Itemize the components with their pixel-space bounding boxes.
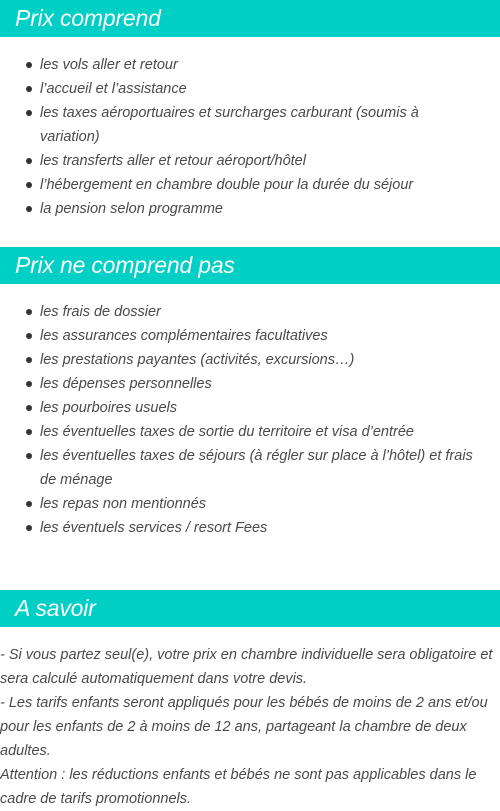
list-item: l’hébergement en chambre double pour la durée du séjour <box>0 173 500 197</box>
list-item: l’accueil et l’assistance <box>0 77 500 101</box>
list-item: les éventuelles taxes de sortie du territoire et visa d’entrée <box>0 420 500 444</box>
list-item: les prestations payantes (activités, excursions…) <box>0 348 500 372</box>
list-item: les transferts aller et retour aéroport/hôtel <box>0 149 500 173</box>
list-item: les dépenses personnelles <box>0 372 500 396</box>
section-title-excluded: Prix ne comprend pas <box>0 247 500 284</box>
info-line: - Si vous partez seul(e), votre prix en chambre individuelle sera obligatoire et sera calculé automatiquement dans votre devis. <box>0 647 493 687</box>
list-item: les taxes aéroportuaires et surcharges carburant (soumis à variation) <box>0 101 500 149</box>
list-item: les éventuels services / resort Fees <box>0 516 500 540</box>
list-item: les pourboires usuels <box>0 396 500 420</box>
excluded-list <box>0 300 500 540</box>
list-item: les repas non mentionnés <box>0 492 500 516</box>
included-list <box>0 53 500 221</box>
list-item: les assurances complémentaires facultatives <box>0 324 500 348</box>
info-line: - Les tarifs enfants seront appliqués pour les bébés de moins de 2 ans et/ou pour les enfants de 2 à moins de 12 ans, partageant la chambre de deux adultes. <box>0 695 488 759</box>
info-text <box>0 643 500 811</box>
list-item: les vols aller et retour <box>0 53 500 77</box>
list-item: les éventuelles taxes de séjours (à régler sur place à l’hôtel) et frais de ménage <box>0 444 500 492</box>
list-item: les frais de dossier <box>0 300 500 324</box>
list-item: la pension selon programme <box>0 197 500 221</box>
section-title-included: Prix comprend <box>0 0 500 37</box>
section-title-info: A savoir <box>0 590 500 627</box>
info-line: Attention : les réductions enfants et bébés ne sont pas applicables dans le cadre de tarifs promotionnels. <box>0 767 477 807</box>
